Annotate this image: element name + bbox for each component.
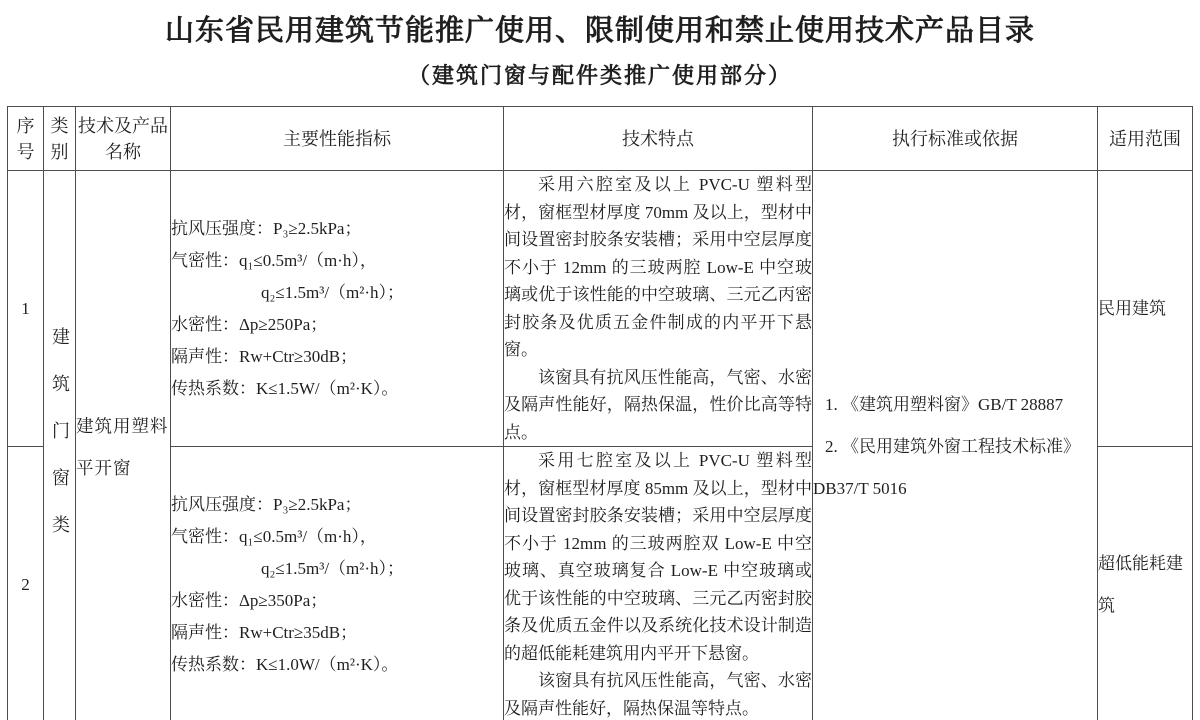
performance-line: 水密性：Δp≥350Pa； [171,590,328,610]
standards-line: 1. 《建筑用塑料窗》GB/T 28887 [825,394,1064,414]
performance-line: 隔声性：Rw+Ctr≥30dB； [171,346,358,366]
feature-paragraph: 该窗具有抗风压性能高，气密、水密及隔声性能好，隔热保温，性价比高等特点。 [504,367,812,442]
performance-line: 气密性：q₁≤0.5m³/（m·h）， [171,250,377,270]
feature-paragraph: 采用七腔室及以上 PVC-U 塑料型材，窗框型材厚度 85mm 及以上，型材中间设置密封胶条安装槽；采用中空层厚度不小于 12mm 的三玻两腔双 Low-E 中空玻璃、真空玻璃复合 Low-E 中空玻璃或优于该性能的中空玻璃、三元乙丙密封胶条及优质五金件以及系统化技术设计制造的超低能耗建筑用内平开下悬窗。 [504,451,812,663]
performance-cell-row1 [171,171,504,447]
serial-number-2: 2 [8,447,44,720]
product-name-cell: 建筑用塑料平开窗 [76,171,171,720]
col-header-product: 技术及产品名称 [76,107,171,171]
standards-cell [813,171,1098,720]
scope-cell-row2: 超低能耗建筑 [1098,447,1193,720]
table-row [8,171,1193,447]
page-subtitle: （建筑门窗与配件类推广使用部分） [407,63,792,88]
performance-line: 抗风压强度：P₃≥2.5kPa； [171,494,362,514]
performance-line: 抗风压强度：P₃≥2.5kPa； [171,218,362,238]
category-cell [44,171,76,720]
feature-paragraph: 采用六腔室及以上 PVC-U 塑料型材，窗框型材厚度 70mm 及以上，型材中间设置密封胶条安装槽；采用中空层厚度不小于 12mm 的三玻两腔 Low-E 中空玻璃或优于该性能的中空玻璃、三元乙丙密封胶条及优质五金件制成的内平开下悬窗。 [504,175,812,359]
col-header-serial: 序号 [8,107,44,171]
performance-line: q₂≤1.5m³/（m²·h）； [261,282,405,302]
col-header-standards: 执行标准或依据 [813,107,1098,171]
col-header-features: 技术特点 [504,107,813,171]
scope-cell-row1: 民用建筑 [1098,171,1193,447]
features-cell-row2 [504,447,813,720]
performance-cell-row2 [171,447,504,720]
col-header-scope: 适用范围 [1098,107,1193,171]
performance-line: 水密性：Δp≥250Pa； [171,314,328,334]
standards-line: DB37/T 5016 [813,478,907,498]
performance-line: q₂≤1.5m³/（m²·h）； [261,558,405,578]
table-header-row [8,107,1193,171]
performance-line: 气密性：q₁≤0.5m³/（m·h）， [171,526,377,546]
serial-number-1: 1 [8,171,44,447]
catalog-table [7,106,1193,720]
performance-line: 传热系数：K≤1.5W/（m²·K）。 [171,378,399,398]
performance-line: 传热系数：K≤1.0W/（m²·K）。 [171,654,399,674]
col-header-category: 类别 [44,107,76,171]
standards-line: 2. 《民用建筑外窗工程技术标准》 [825,436,1080,456]
page-title: 山东省民用建筑节能推广使用、限制使用和禁止使用技术产品目录 [164,15,1035,47]
feature-paragraph: 该窗具有抗风压性能高，气密、水密及隔声性能好，隔热保温等特点。 [504,671,812,718]
category-vertical-label: 建筑门窗类 [50,326,70,562]
features-cell-row1 [504,171,813,447]
performance-line: 隔声性：Rw+Ctr≥35dB； [171,622,358,642]
col-header-performance: 主要性能指标 [171,107,504,171]
